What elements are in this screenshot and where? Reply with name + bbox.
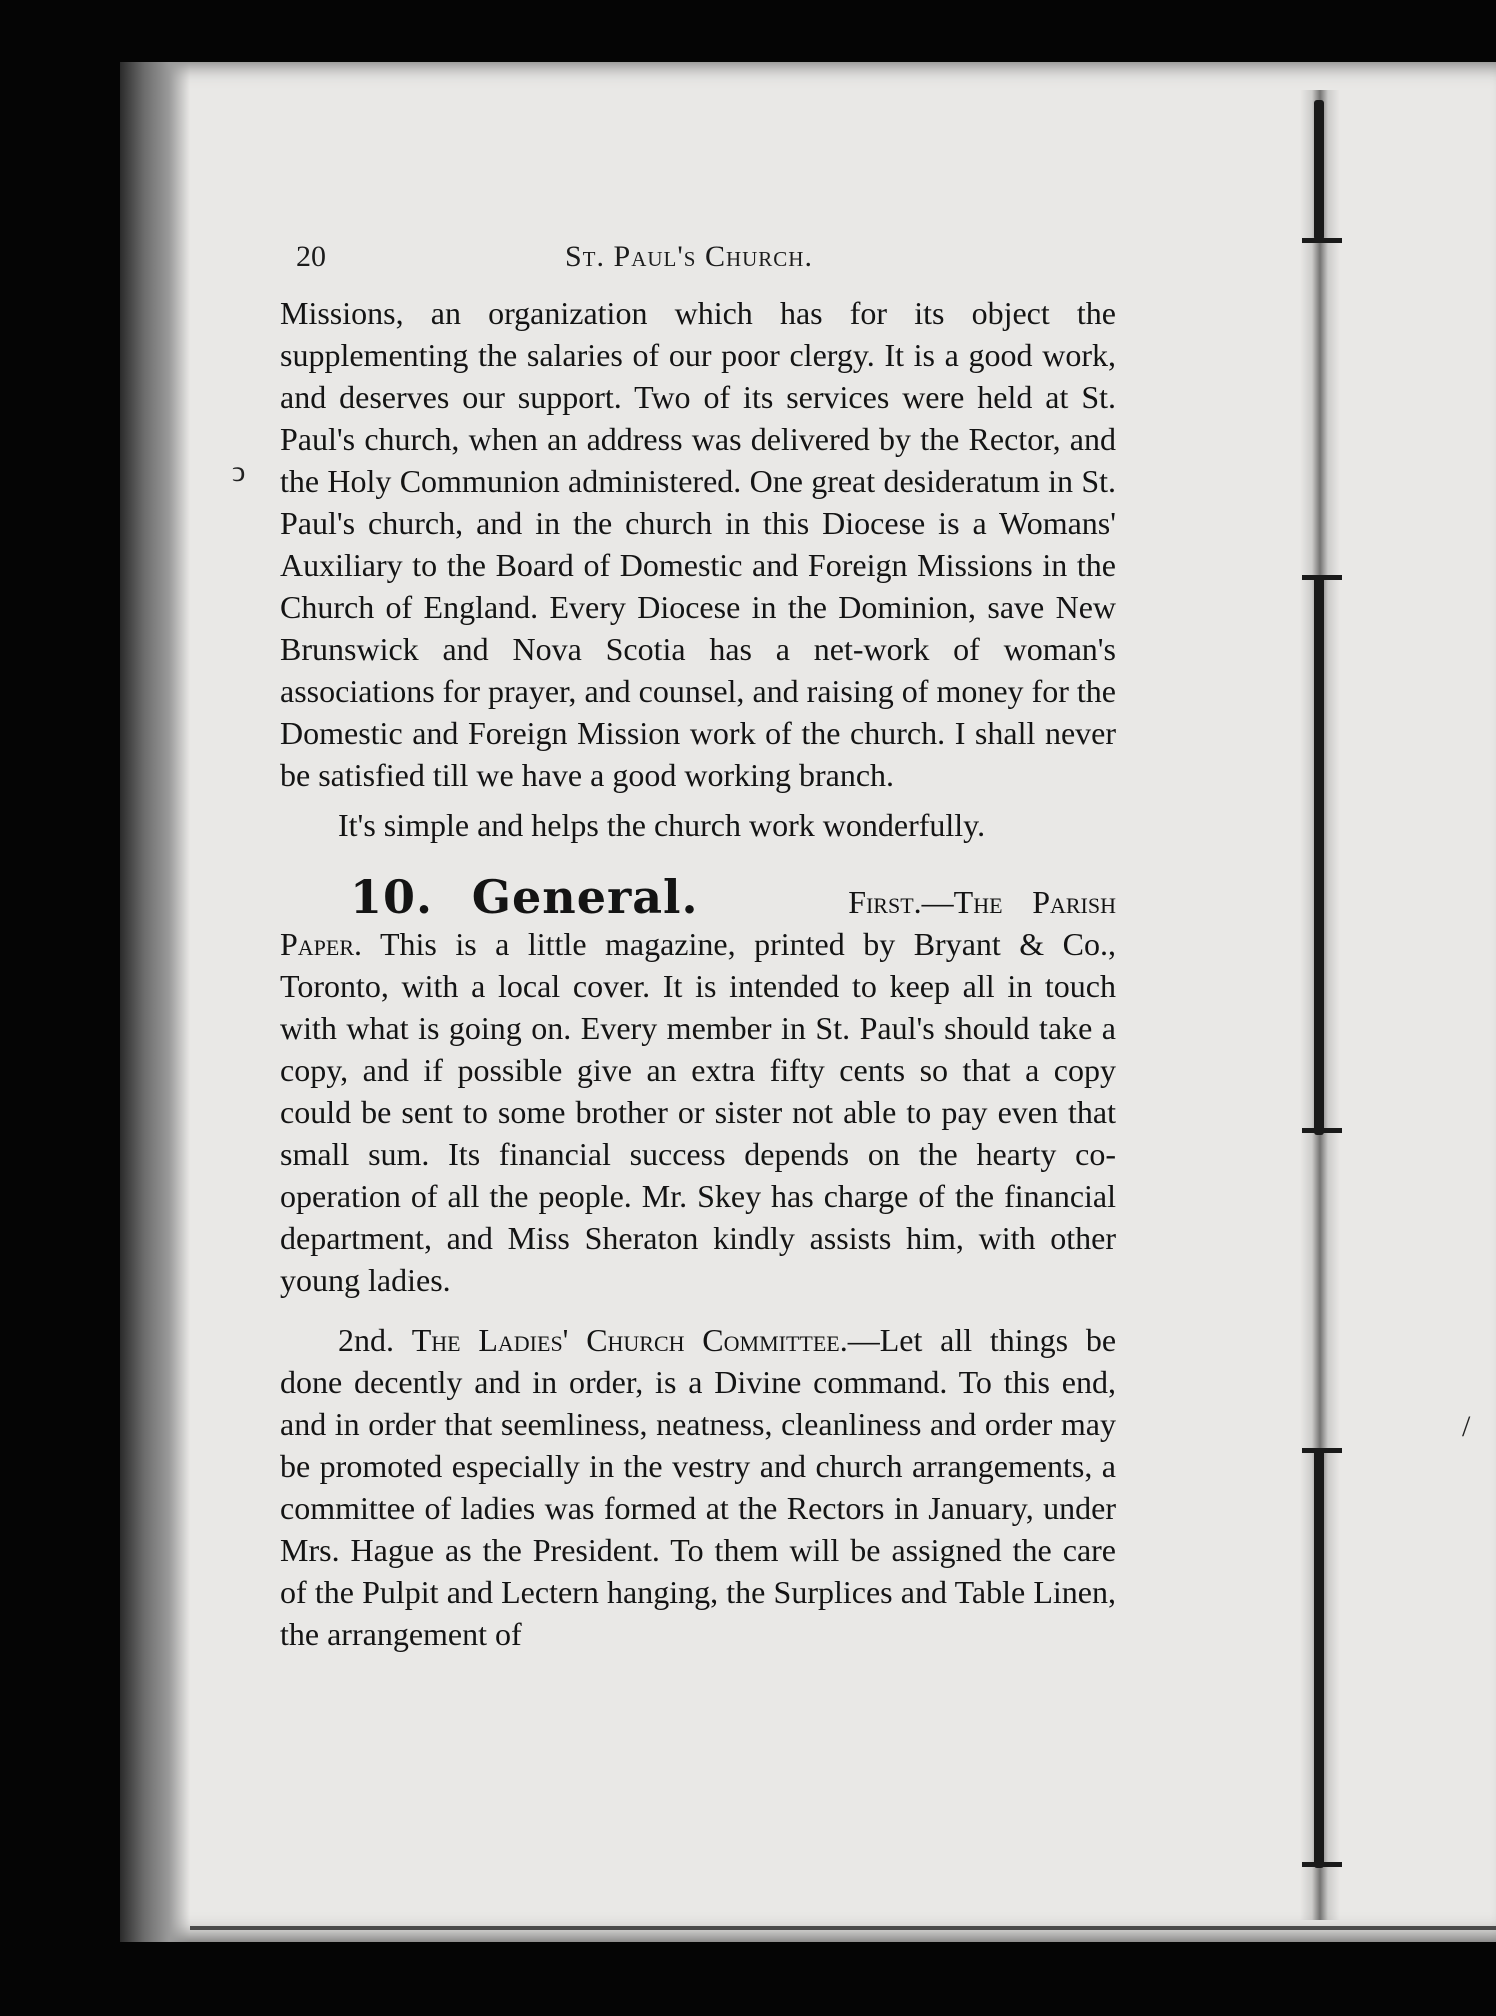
page-bottom-edge xyxy=(190,1926,1496,1930)
paragraph-missions: Missions, an organization which has for its object the supplementing the salaries of our poor clergy. It is a good work, and deserves our support. Two of its services were held at St. Paul's church, when an address was delivered by the Rector, and the Holy Communion administered. One great desideratum in St. Paul's church, and in the church in this Diocese is a Womans' Auxiliary to the Board of Domestic and Foreign Missions in the Church of England. Every Diocese in the Dominion, save New Brunswick and Nova Scotia has a net-work of woman's associations for prayer, and counsel, and raising of money for the Domestic and Foreign Mission work of the church. I shall never be satisfied till we have a good working branch. xyxy=(280,295,1116,793)
paragraph-parish-paper xyxy=(280,870,1117,1301)
binding-stitch xyxy=(1314,575,1324,1135)
binding-stitch-bar xyxy=(1302,575,1342,580)
binding-stitch xyxy=(1314,1448,1324,1868)
page-number: 20 xyxy=(296,240,326,273)
body-text xyxy=(280,292,1116,1655)
margin-pencil-mark: / xyxy=(1462,1410,1471,1443)
binding-stitch-bar xyxy=(1302,1862,1342,1867)
section-heading: 10. General. xyxy=(350,870,699,924)
page-edge-shadow xyxy=(120,62,190,1942)
running-head-title: St. Paul's Church. xyxy=(565,240,813,273)
binding-stitch-bar xyxy=(1302,1448,1342,1453)
ladies-committee-lead: 2nd. xyxy=(338,1322,394,1358)
paragraph-simple: It's simple and helps the church work wonderfully. xyxy=(338,807,986,843)
ladies-committee-body: —Let all things be done decently and in order, is a Divine command. To this end, and in order that seemliness, neatness, cleanliness and order may be promoted especially in the vestry and church arrangements, a committee of ladies was formed at the Rectors in January, under Mrs. Hague as the President. To them will be assigned the care of the Pulpit and Lectern hanging, the Surplices and Table Linen, the arrangement of xyxy=(280,1322,1117,1652)
paragraph-ladies-committee xyxy=(280,1319,1116,1655)
binding-stitch-bar xyxy=(1302,1128,1342,1133)
margin-pencil-mark: ↄ xyxy=(232,455,246,488)
parish-paper-lead: First.—The Parish Paper. xyxy=(280,884,1117,962)
parish-paper-body: This is a little magazine, printed by Bryant & Co., Toronto, with a local cover. It is intended to keep all in touch with what is going on. Every member in St. Paul's should take a copy, and if possible give an extra fifty cents so that a copy could be sent to some brother or sister not able to pay even that small sum. Its financial success depends on the hearty co-operation of all the people. Mr. Skey has charge of the financial department, and Miss Sheraton kindly assists him, with other young ladies. xyxy=(280,926,1117,1298)
binding-stitch xyxy=(1314,100,1324,240)
running-head xyxy=(0,240,1496,280)
ladies-committee-title: The Ladies' Church Committee. xyxy=(411,1322,848,1358)
